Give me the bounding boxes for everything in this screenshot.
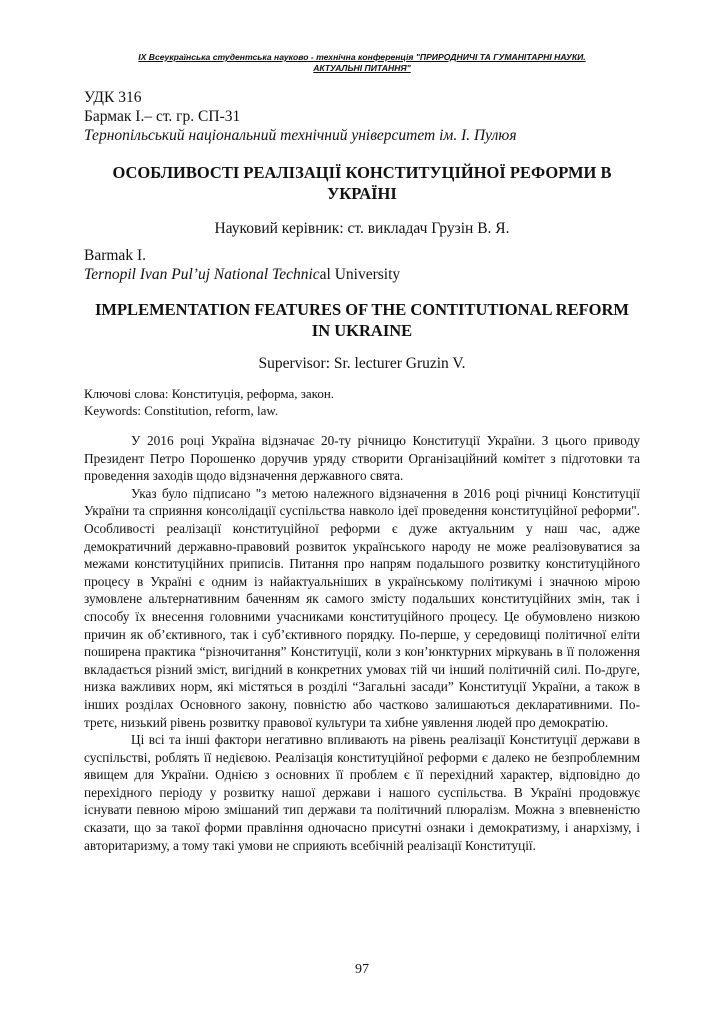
affiliation-en — [84, 266, 400, 284]
paragraph-2: Указ було підписано "з метою належного відзначення в 2016 році річниці Конституції України та сприяння консолідації суспільства навколо ідеї проведення конституційної реформи". Особливості реалізації конституційної реформи є дуже актуальним у наш час, адже демократичний державно-правовий розвиток українського народу не може реалізовуватися за межами конституційних приписів. Питання про напрям подальшого розвитку конституційного процесу в Україні є одним із найактуальніших в українському політикумі і значною мірою зумовлене альтернативним баченням як самого змісту подальших конституційних змін, так і способу їх внесення головними учасниками конституційного процесу. Це обумовлено низкою причин як об’єктивного, так і суб’єктивного порядку. По-перше, у середовищі політичної еліти поширена практика “різночитання” Конституції, коли з кон’юнктурних міркувань в її положення вкладається різний зміст, вигідний в конкретних умовах тій чи інший політичній силі. По-друге, низка важливих норм, які містяться в розділі “Загальні засади” Конституції України, а також в інших розділах Основного закону, повністю або частково залишаються декларативними. По-третє, низький рівень розвитку правової культури та хибне уявлення людей про демократію. — [84, 485, 640, 730]
affiliation-en-regular: al University — [319, 266, 401, 283]
supervisor-uk: Науковий керівник: ст. викладач Грузін В. Я. — [214, 220, 510, 237]
paragraph-1: У 2016 році Україна відзначає 20-ту річницю Конституції України. З цього приводу Президент Петро Порошенко доручив уряду створити Організаційний комітет з підготовки та проведення заходів щодо відзначення державного свята. — [84, 433, 640, 484]
conference-header-line-1: IX Всеукраїнська студентська науково - технічна конференція "ПРИРОДНИЧІ ТА ГУМАНІТАРНІ НАУКИ. — [138, 52, 586, 62]
udk-code: УДК 316 — [84, 89, 142, 106]
title-en: IMPLEMENTATION FEATURES OF THE CONTITUTIONAL REFORM IN UKRAINE — [94, 300, 630, 340]
page-number: 97 — [355, 962, 369, 977]
body-text — [84, 432, 640, 854]
paragraph-3: Ці всі та інші фактори негативно впливають на рівень реалізації Конституції держави в суспільстві, роблять її недієвою. Реалізація конституційної реформи є далеко не безпроблемним явищем для України. Однією з основних її проблем є її перехідний характер, відповідно до перехідного періоду у розвитку нашої держави і нашого суспільства. В Україні продовжує існувати певною мірою змішаний тип держави та політичний плюралізм. Можна з впевненістю сказати, що за такої форми правління одночасно присутні ознаки і демократизму, і анархізму, і авторитаризму, а тому такі умови не сприяють всебічній реалізації Конституції. — [84, 732, 640, 853]
conference-header — [60, 52, 664, 74]
affiliation-en-italic: Ternopil Ivan Pul’uj National Technic — [84, 266, 320, 283]
author-en: Barmak I. — [84, 247, 146, 264]
title-uk: ОСОБЛИВОСТІ РЕАЛІЗАЦІЇ КОНСТИТУЦІЙНОЇ РЕФОРМИ В УКРАЇНІ — [112, 163, 612, 203]
author-uk: Бармак І.– ст. гр. СП-31 — [84, 108, 241, 125]
keywords-en: Keywords: Constitution, reform, law. — [84, 403, 279, 418]
conference-header-line-2: АКТУАЛЬНІ ПИТАННЯ" — [313, 63, 411, 73]
keywords-uk: Ключові слова: Конституція, реформа, закон. — [84, 386, 335, 401]
supervisor-en: Supervisor: Sr. lecturer Gruzin V. — [258, 355, 466, 372]
affiliation-uk: Тернопільський національний технічний університет ім. І. Пулюя — [84, 127, 517, 144]
